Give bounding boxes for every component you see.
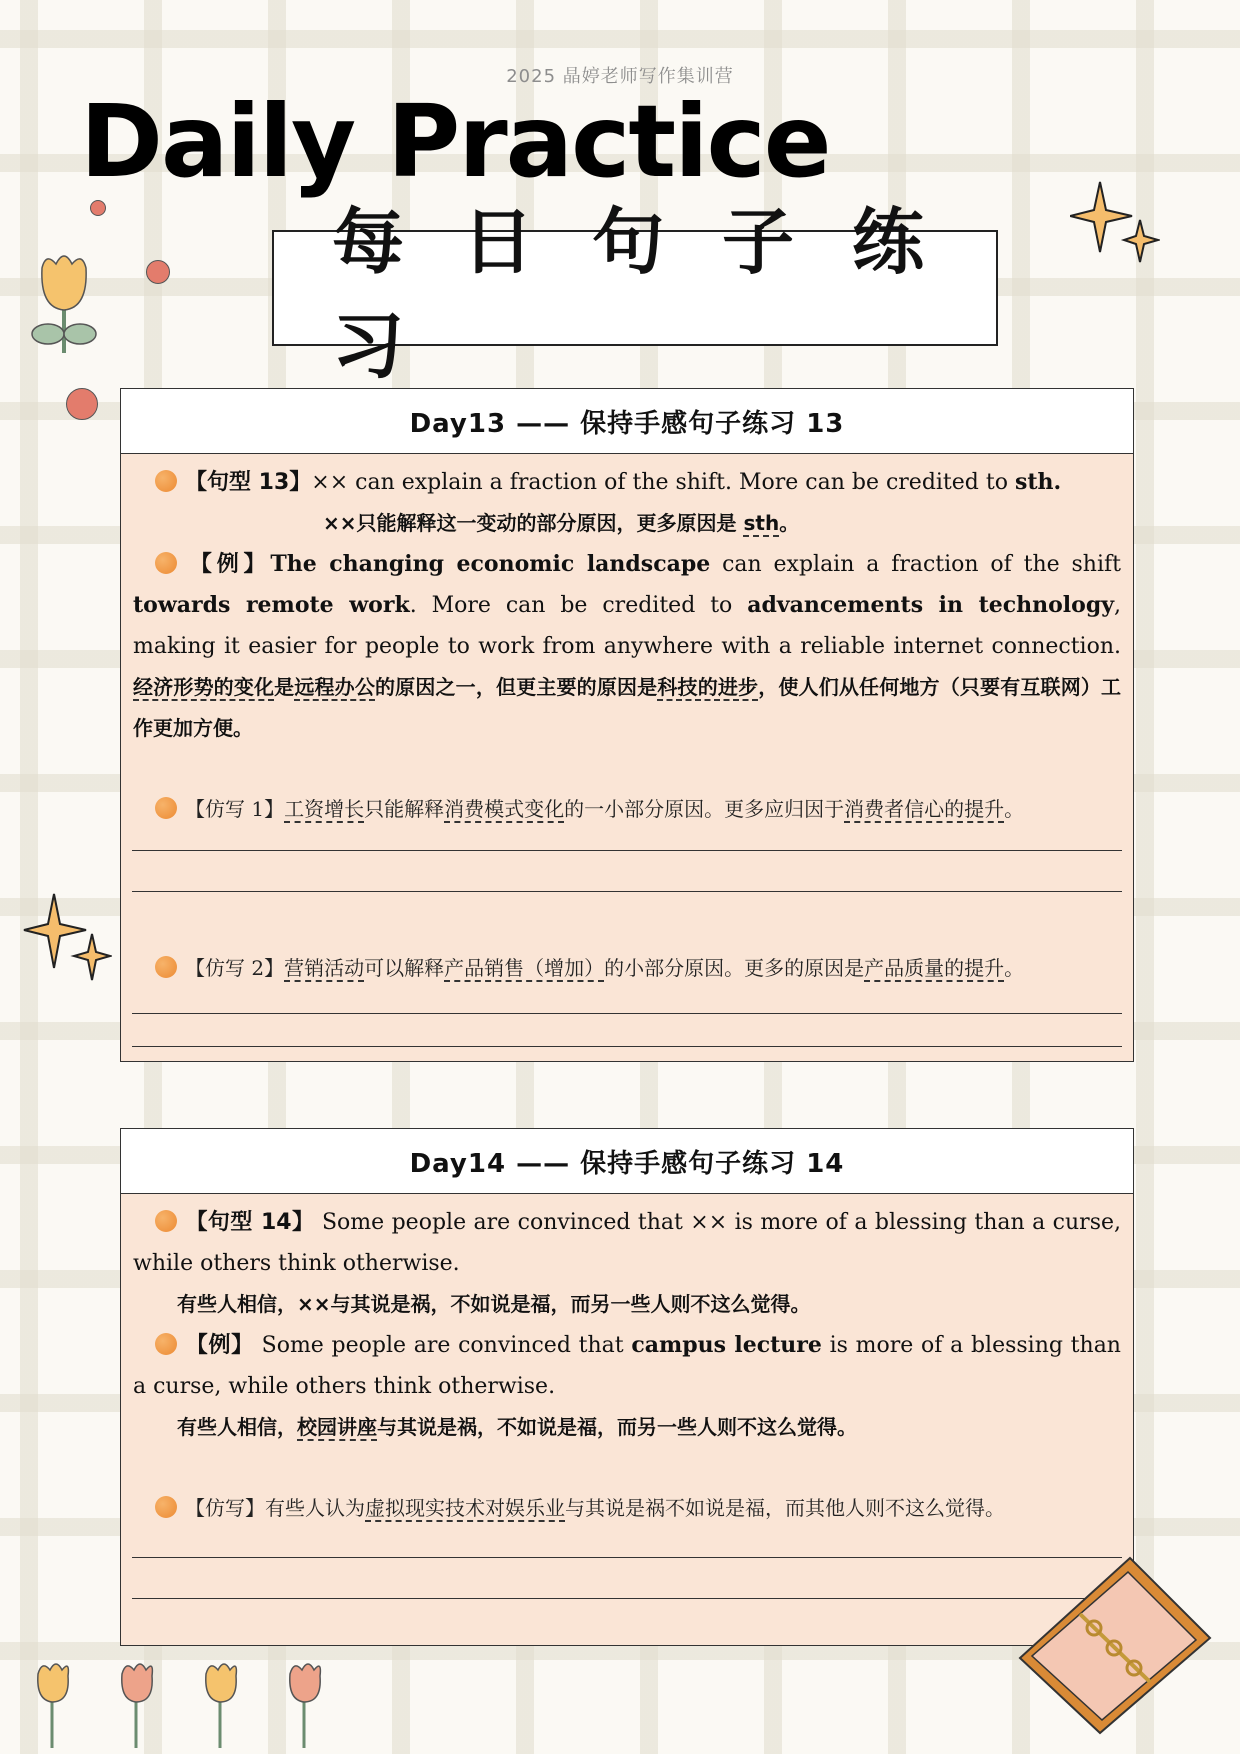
- bullet-icon: [155, 797, 177, 819]
- dot-decoration: [66, 388, 98, 420]
- bullet-icon: [155, 1210, 177, 1232]
- page-subtitle: 每日句子练习: [332, 200, 983, 388]
- page-title: Daily Practice: [80, 83, 830, 200]
- day14-pattern: 【句型 14】 Some people are convinced that ×× is more of a blessing than a curse, while others think otherwise.: [133, 1210, 1121, 1276]
- day14-body: [121, 1194, 1133, 1599]
- day13-imitation-1: 【仿写 1】工资增长只能解释消费模式变化的一小部分原因。更多应归因于消费者信心的提升。: [133, 789, 1121, 830]
- bullet-icon: [155, 956, 177, 978]
- answer-line[interactable]: [132, 1598, 1122, 1599]
- dot-decoration: [146, 260, 170, 284]
- sparkle-icon: [22, 890, 112, 1000]
- day14-pattern-cn: 有些人相信，××与其说是祸，不如说是福，而另一些人则不这么觉得。: [177, 1292, 811, 1316]
- bullet-icon: [155, 1496, 177, 1518]
- subtitle-box: [272, 200, 998, 388]
- day14-card: [120, 1128, 1134, 1646]
- notebook-icon: [1010, 1548, 1220, 1738]
- dot-decoration: [90, 200, 106, 216]
- day13-heading: Day13 —— 保持手感句子练习 13: [121, 389, 1133, 454]
- bullet-icon: [155, 470, 177, 492]
- tulip-icon: [28, 1660, 328, 1750]
- bullet-icon: [155, 1333, 177, 1355]
- day14-heading: Day14 —— 保持手感句子练习 14: [121, 1129, 1133, 1194]
- day14-example-cn: 有些人相信，校园讲座与其说是祸，不如说是福，而另一些人则不这么觉得。: [177, 1415, 857, 1439]
- day13-pattern-cn: ××只能解释这一变动的部分原因，更多原因是 sth。: [323, 511, 800, 535]
- example-label: 【例】: [185, 552, 271, 577]
- day13-card: [120, 388, 1134, 1062]
- day14-imitation: 【仿写】有些人认为虚拟现实技术对娱乐业与其说是祸不如说是福，而其他人则不这么觉得。: [133, 1488, 1121, 1529]
- sparkle-icon: [1070, 180, 1160, 280]
- bullet-icon: [155, 552, 177, 574]
- day13-body: [121, 454, 1133, 1047]
- day14-example: 【例】 Some people are convinced that campus lecture is more of a blessing than a curse, while others think otherwise.: [133, 1332, 1121, 1399]
- day13-pattern: 【句型 13】×× can explain a fraction of the shift. More can be credited to sth.: [133, 462, 1121, 503]
- answer-line[interactable]: [132, 1046, 1122, 1047]
- pattern-label: 【句型 13】: [185, 470, 312, 495]
- tulip-icon: [24, 248, 104, 358]
- day13-imitation-2: 【仿写 2】营销活动可以解释产品销售（增加）的小部分原因。更多的原因是产品质量的提升。: [133, 948, 1121, 989]
- header-note: 2025 晶婷老师写作集训营: [506, 66, 734, 87]
- day13-example: 【例】The changing economic landscape can explain a fraction of the shift towards remote work. More can be credited to advancements in technology, making it easier for people to work from anywhere with a reliable internet connection. 经济形势的变化是远程办公的原因之一，但更主要的原因是科技的进步，使人们从任何地方（只要有互联网）工作更加方便。: [133, 551, 1122, 740]
